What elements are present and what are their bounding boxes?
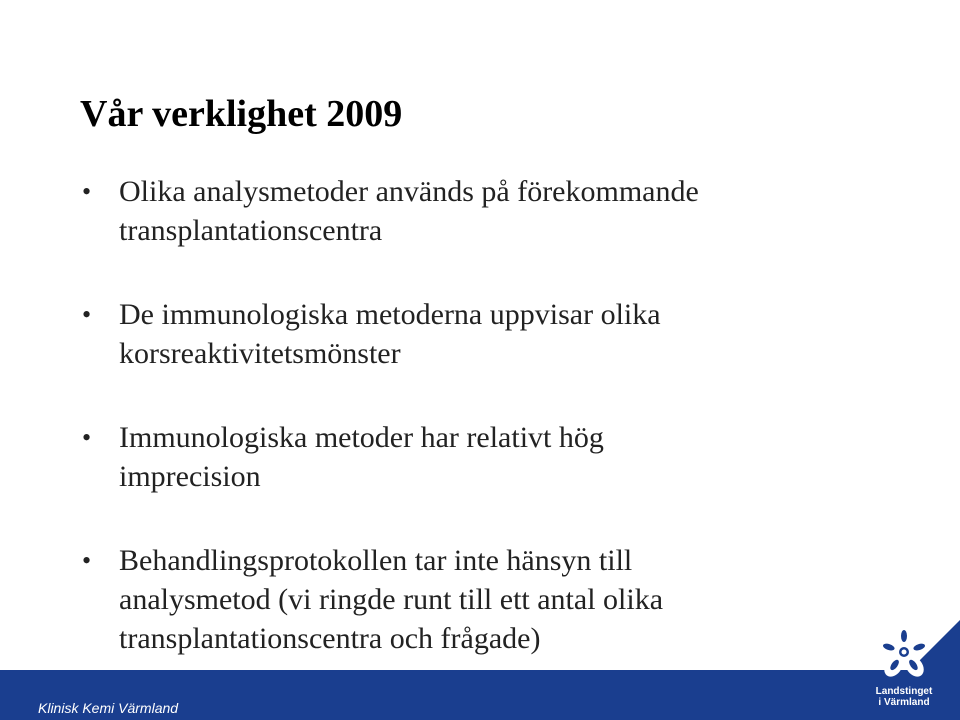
footer-organization-name: Klinisk Kemi Värmland: [38, 700, 179, 716]
bullet-text-line: transplantationscentra: [119, 214, 383, 247]
bullet-text-line: imprecision: [119, 460, 261, 493]
bullet-text-line: De immunologiska metoderna uppvisar olika: [119, 298, 661, 331]
bullet-dot-icon: •: [82, 546, 92, 575]
bullet-text-line: korsreaktivitetsmönster: [119, 337, 401, 370]
bullet-text-line: transplantationscentra och frågade): [119, 622, 541, 655]
bullet-text-line: Olika analysmetoder används på förekommande: [119, 175, 699, 208]
bullet-item: [80, 418, 910, 496]
logo-text-line2: i Värmland: [878, 697, 930, 708]
bullet-item: [80, 541, 910, 658]
bullet-dot-icon: •: [82, 423, 92, 452]
bullet-dot-icon: •: [82, 177, 92, 206]
slide-title: Vår verklighet 2009: [80, 93, 403, 135]
logo-text-line1: Landstinget: [875, 686, 933, 697]
landstinget-logo: [866, 622, 942, 716]
bullet-text-line: analysmetod (vi ringde runt till ett antal olika: [119, 583, 664, 616]
bullet-list: [80, 172, 910, 658]
bullet-dot-icon: •: [82, 300, 92, 329]
bullet-item: [80, 295, 910, 373]
bullet-text-line: Behandlingsprotokollen tar inte hänsyn till: [119, 544, 633, 577]
landstinget-flower-icon: [876, 622, 932, 686]
bullet-text-line: Immunologiska metoder har relativt hög: [119, 421, 604, 454]
bullet-item: [80, 172, 910, 250]
